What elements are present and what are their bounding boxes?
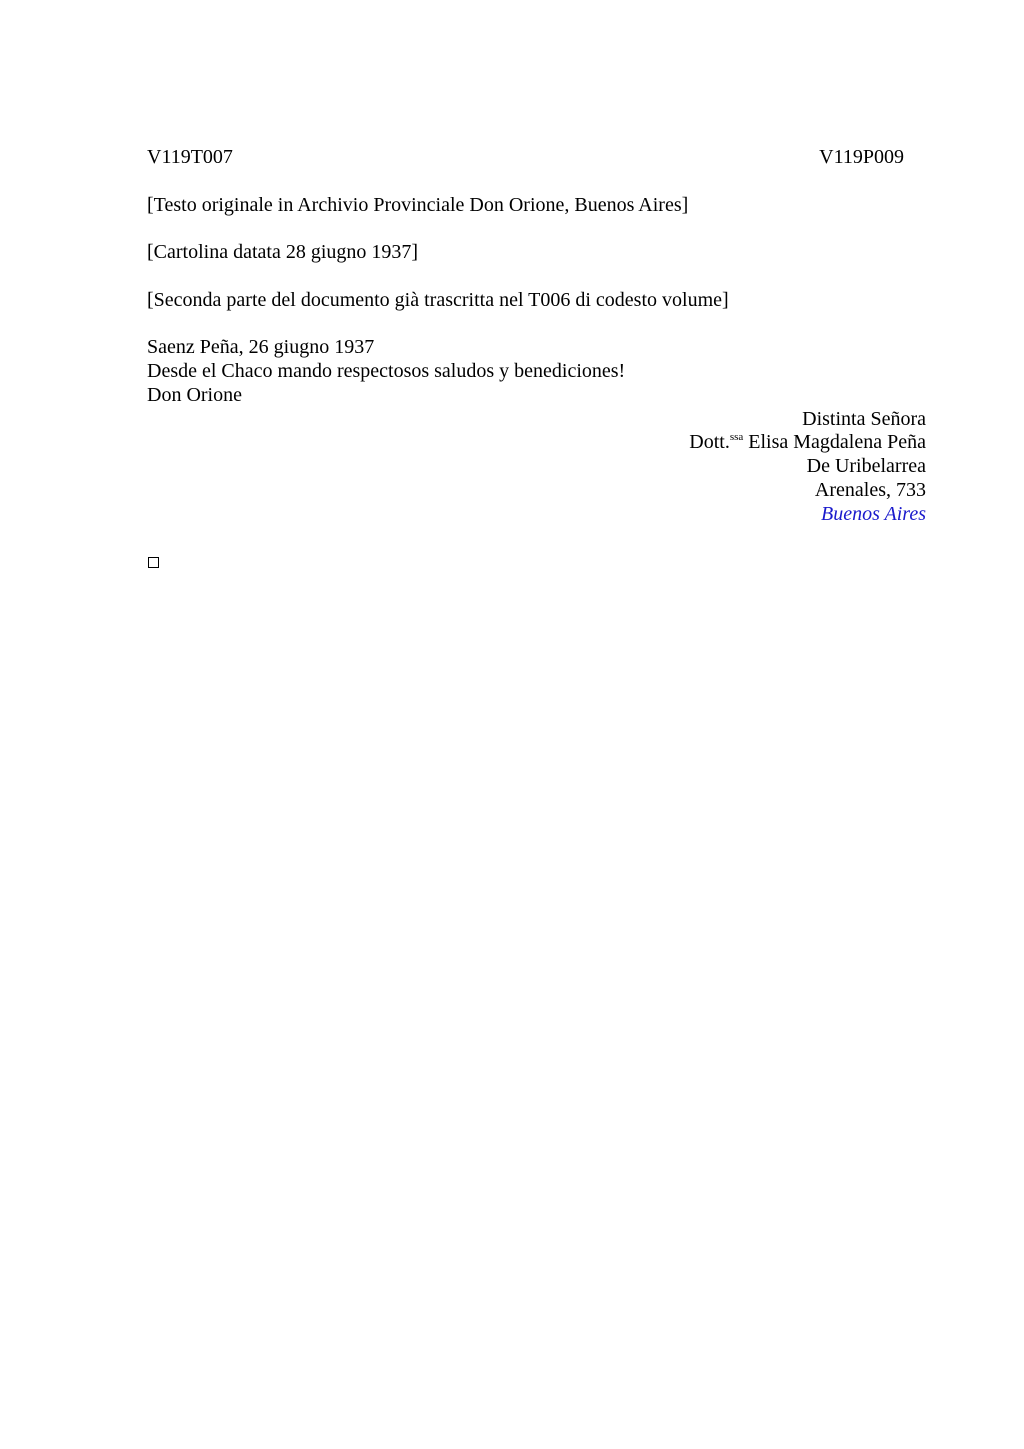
address-street: Arenales, 733 (814, 479, 926, 501)
card-date-note: [Cartolina datata 28 giugno 1937] (147, 241, 419, 263)
address-city: Buenos Aires (821, 503, 926, 525)
address-name: Elisa Magdalena Peña (743, 431, 926, 453)
address-surname: De Uribelarrea (806, 455, 926, 477)
place-date-line: Saenz Peña, 26 giugno 1937 (147, 336, 375, 358)
square-icon (148, 557, 159, 568)
signature-line: Don Orione (147, 384, 242, 406)
document-code-right: V119P009 (819, 146, 904, 168)
greeting-line: Desde el Chaco mando respectosos saludos y benediciones! (147, 360, 626, 382)
source-note: [Testo originale in Archivio Provinciale Don Orione, Buenos Aires] (147, 194, 689, 216)
transcription-note: [Seconda parte del documento già trascritta nel T006 di codesto volume] (147, 289, 729, 311)
address-name-line (689, 430, 926, 454)
address-salutation: Distinta Señora (802, 408, 926, 430)
document-code-left: V119T007 (147, 146, 233, 168)
address-title: Dott. (689, 431, 730, 453)
address-title-superscript: ssa (729, 431, 744, 443)
